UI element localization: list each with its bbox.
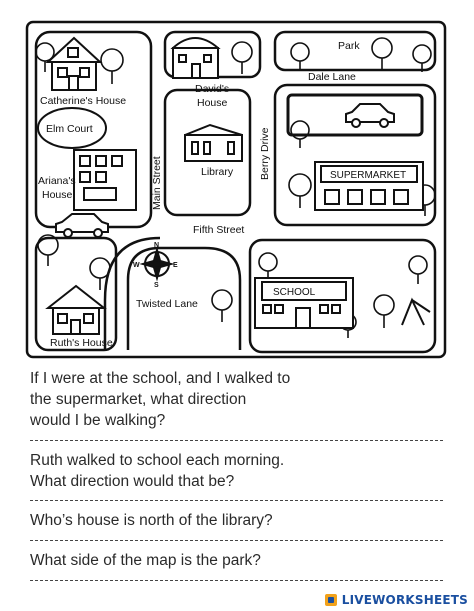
brand-name: LIVEWORKSHEETS (341, 593, 468, 607)
liveworksheets-logo-icon (324, 593, 338, 607)
question-4 (30, 550, 261, 571)
ruths-house-icon (48, 286, 104, 334)
tree-icon (374, 295, 394, 328)
question-line: If I were at the school, and I walked to (30, 370, 291, 387)
answer-line-1[interactable] (30, 440, 443, 441)
label-fifth-street: Fifth Street (193, 224, 245, 236)
question-line: Who’s house is north of the library? (30, 512, 273, 529)
tree-icon (291, 43, 309, 70)
label-dale-lane: Dale Lane (308, 71, 356, 83)
question-3 (30, 510, 273, 531)
compass-e: E (173, 262, 178, 269)
question-line: What direction would that be? (30, 473, 235, 490)
label-supermarket: SUPERMARKET (330, 170, 407, 181)
question-line: the supermarket, what direction (30, 391, 247, 408)
question-line: What side of the map is the park? (30, 552, 261, 569)
library-icon (185, 125, 242, 161)
tree-icon (259, 253, 277, 280)
label-berry-drive: Berry Drive (259, 127, 271, 180)
label-davids-house-1: David's (195, 83, 230, 95)
compass-icon (143, 250, 171, 278)
label-main-street: Main Street (151, 156, 163, 210)
car-icon (56, 214, 108, 237)
tree-icon (232, 42, 252, 74)
label-arianas-house-1: Ariana's (38, 175, 76, 187)
compass-n: N (154, 242, 160, 249)
school-icon (255, 278, 353, 328)
liveworksheets-brand[interactable] (324, 591, 468, 609)
tree-icon (409, 256, 427, 284)
question-line: Ruth walked to school each morning. (30, 452, 285, 469)
label-library: Library (201, 166, 234, 178)
label-twisted-lane: Twisted Lane (136, 298, 198, 310)
label-park: Park (338, 40, 360, 52)
tree-icon (101, 49, 123, 84)
answer-line-3[interactable] (30, 540, 443, 541)
car-icon (346, 104, 394, 127)
label-school: SCHOOL (273, 287, 316, 298)
tree-icon (413, 45, 431, 72)
swing-icon (402, 300, 430, 325)
question-line: would I be walking? (30, 412, 166, 429)
label-davids-house-2: House (197, 97, 228, 109)
label-catherines-house: Catherine's House (40, 95, 127, 107)
catherines-house-icon (48, 38, 100, 90)
arianas-house-icon (74, 150, 136, 210)
question-1 (30, 368, 290, 431)
compass-s: S (154, 282, 159, 289)
answer-line-4[interactable] (30, 580, 443, 581)
tree-icon (372, 38, 392, 70)
tree-icon (289, 174, 311, 208)
tree-icon (212, 290, 232, 322)
question-2 (30, 450, 284, 492)
label-ruths-house: Ruth's House (50, 337, 113, 349)
label-elm-court: Elm Court (46, 123, 93, 135)
davids-house-icon (173, 38, 218, 78)
answer-line-2[interactable] (30, 500, 443, 501)
label-arianas-house-2: House (42, 189, 73, 201)
compass-w: W (133, 262, 140, 269)
